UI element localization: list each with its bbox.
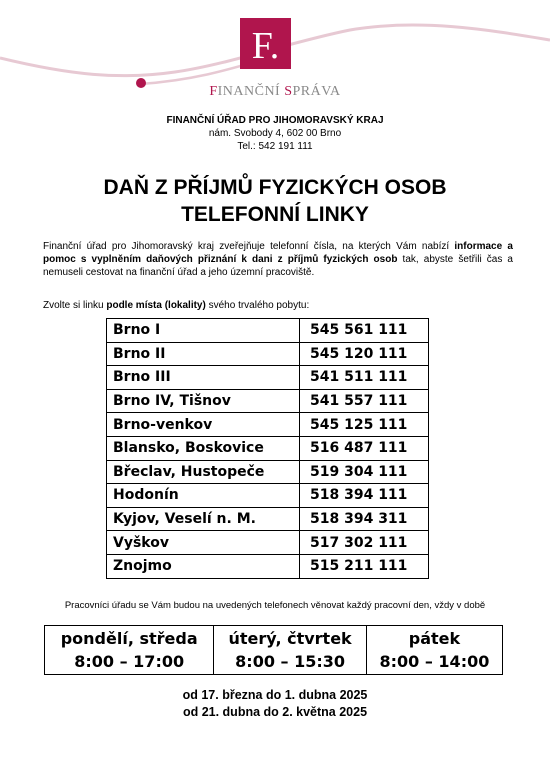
choose-text-1: Zvolte si linku <box>43 300 107 311</box>
intro-text-2: tak, abyste šetřili čas a nemuseli cestovat na finanční úřad a jeho územní pracoviště. <box>43 254 513 278</box>
table-row <box>107 342 429 366</box>
brand-rest-1: INANČNÍ <box>217 84 285 99</box>
table-row <box>107 531 429 555</box>
office-phone: Tel.: 542 191 111 <box>237 141 313 152</box>
line-phone: 518 394 111 <box>300 484 429 508</box>
table-row <box>107 319 429 343</box>
choose-line-instruction <box>43 300 309 311</box>
brand-cap-1: F <box>209 84 218 99</box>
line-location: Brno II <box>107 342 300 366</box>
line-phone: 519 304 111 <box>300 460 429 484</box>
choose-bold: podle místa (lokality) <box>106 300 206 311</box>
line-location: Břeclav, Hustopeče <box>107 460 300 484</box>
date-ranges <box>0 687 550 721</box>
line-phone: 518 394 311 <box>300 507 429 531</box>
line-location: Znojmo <box>107 554 300 578</box>
logo-letter: F. <box>251 25 280 67</box>
table-row <box>107 460 429 484</box>
line-phone: 517 302 111 <box>300 531 429 555</box>
hours-time: 8:00 – 17:00 <box>74 652 185 671</box>
intro-text-1: Finanční úřad pro Jihomoravský kraj zveřejňuje telefonní čísla, na kterých Vám nabízí <box>43 241 455 252</box>
hours-cell <box>45 626 214 675</box>
date-range-1: od 17. března do 1. dubna 2025 <box>182 688 368 702</box>
hours-note: Pracovníci úřadu se Vám budou na uvedených telefonech věnovat každý pracovní den, vždy v době <box>64 600 486 611</box>
line-location: Blansko, Boskovice <box>107 436 300 460</box>
line-phone: 545 120 111 <box>300 342 429 366</box>
line-location: Vyškov <box>107 531 300 555</box>
table-row <box>107 436 429 460</box>
brand-cap-2: S <box>284 84 293 99</box>
intro-bold: informace a pomoc s vyplněním daňových přiznání k dani z příjmů fyzických osob <box>43 241 513 265</box>
line-phone: 541 557 111 <box>300 389 429 413</box>
line-location: Brno-venkov <box>107 413 300 437</box>
line-phone: 541 511 111 <box>300 366 429 390</box>
table-row <box>107 366 429 390</box>
table-row <box>107 389 429 413</box>
line-location: Kyjov, Veselí n. M. <box>107 507 300 531</box>
office-name: FINANČNÍ ÚŘAD PRO JIHOMORAVSKÝ KRAJ <box>166 115 384 126</box>
office-block <box>0 114 550 153</box>
hours-time: 8:00 – 14:00 <box>379 652 490 671</box>
line-phone: 545 561 111 <box>300 319 429 343</box>
choose-text-2: svého trvalého pobytu: <box>205 300 310 311</box>
page-title <box>0 174 550 228</box>
hours-time: 8:00 – 15:30 <box>235 652 346 671</box>
hours-cell <box>366 626 502 675</box>
brand-name <box>0 84 550 100</box>
table-row <box>107 484 429 508</box>
hours-days: pondělí, středa <box>60 629 198 648</box>
table-row <box>107 554 429 578</box>
title-line-1: DAŇ Z PŘÍJMŮ FYZICKÝCH OSOB <box>103 176 447 199</box>
line-location: Brno IV, Tišnov <box>107 389 300 413</box>
brand-rest-2: PRÁVA <box>292 84 341 99</box>
line-phone: 515 211 111 <box>300 554 429 578</box>
line-location: Hodonín <box>107 484 300 508</box>
line-location: Brno I <box>107 319 300 343</box>
date-range-2: od 21. dubna do 2. května 2025 <box>182 705 368 719</box>
hours-days: pátek <box>408 629 461 648</box>
line-phone: 545 125 111 <box>300 413 429 437</box>
table-row <box>107 507 429 531</box>
office-address: nám. Svobody 4, 602 00 Brno <box>208 128 342 139</box>
phone-lines-table <box>106 318 429 579</box>
line-phone: 516 487 111 <box>300 436 429 460</box>
hours-cell <box>214 626 367 675</box>
intro-paragraph <box>43 240 513 279</box>
line-location: Brno III <box>107 366 300 390</box>
hours-days: úterý, čtvrtek <box>228 629 352 648</box>
office-hours-table <box>44 625 503 675</box>
title-line-2: TELEFONNÍ LINKY <box>181 203 369 226</box>
table-row <box>107 413 429 437</box>
